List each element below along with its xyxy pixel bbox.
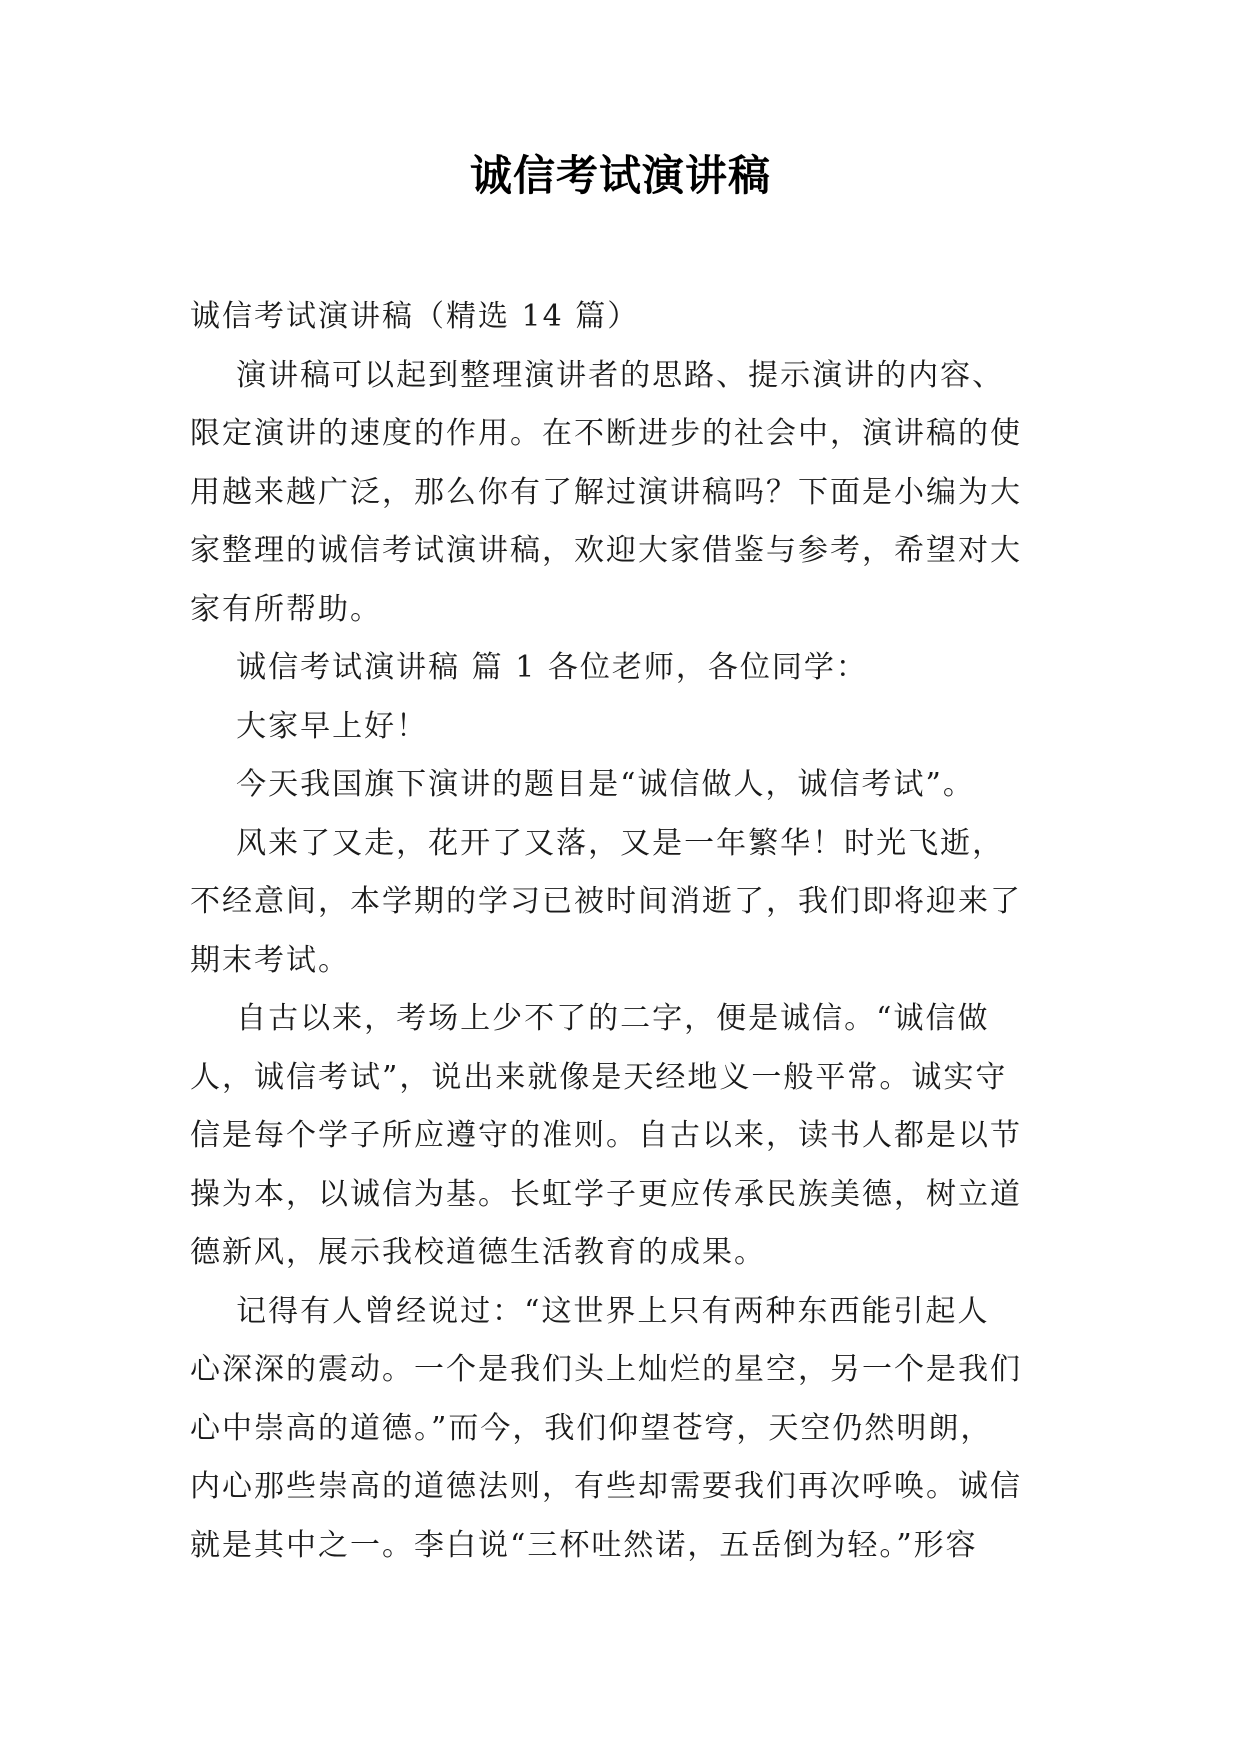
text-line: 不经意间，本学期的学习已被时间消逝了，我们即将迎来了 xyxy=(190,884,1022,919)
document-body xyxy=(190,288,1055,1575)
text-line: 用越来越广泛，那么你有了解过演讲稿吗？下面是小编为大 xyxy=(190,474,1022,510)
text-line: 操为本，以诚信为基。长虹学子更应传承民族美德，树立道 xyxy=(190,1176,1022,1212)
text-line: 就是其中之一。李白说“三杯吐然诺，五岳倒为轻。”形容 xyxy=(190,1527,978,1563)
page-title: 诚信考试演讲稿 xyxy=(469,151,771,200)
text-line: 期末考试。 xyxy=(190,942,350,978)
text-line: 心深深的震动。一个是我们头上灿烂的星空，另一个是我们 xyxy=(190,1352,1022,1387)
text-line: 德新风，展示我校道德生活教育的成果。 xyxy=(190,1235,766,1270)
text-line: 家整理的诚信考试演讲稿，欢迎大家借鉴与参考，希望对大 xyxy=(190,533,1022,568)
text-line: 内心那些崇高的道德法则，有些却需要我们再次呼唤。诚信 xyxy=(190,1469,1022,1504)
text-line: 大家早上好！ xyxy=(190,708,429,744)
text-line: 自古以来，考场上少不了的二字，便是诚信。“诚信做 xyxy=(190,1001,990,1036)
text-line: 诚信考试演讲稿 篇 1 各位老师，各位同学： xyxy=(190,650,868,685)
text-line: 限定演讲的速度的作用。在不断进步的社会中，演讲稿的使 xyxy=(190,416,1022,451)
text-line: 人，诚信考试”，说出来就像是天经地义一般平常。诚实守 xyxy=(190,1059,1008,1095)
text-line: 家有所帮助。 xyxy=(190,591,382,627)
text-line: 演讲稿可以起到整理演讲者的思路、提示演讲的内容、 xyxy=(190,357,1005,393)
subtitle-line: 诚信考试演讲稿（精选 14 篇） xyxy=(190,299,640,334)
text-line: 信是每个学子所应遵守的准则。自古以来，读书人都是以节 xyxy=(190,1118,1022,1153)
text-line: 风来了又走，花开了又落，又是一年繁华！时光飞逝， xyxy=(190,825,1005,861)
text-line: 记得有人曾经说过：“这世界上只有两种东西能引起人 xyxy=(190,1293,990,1329)
text-line: 今天我国旗下演讲的题目是“诚信做人，诚信考试”。 xyxy=(190,767,975,802)
text-line: 心中崇高的道德。”而今，我们仰望苍穹，天空仍然明朗， xyxy=(190,1410,993,1446)
